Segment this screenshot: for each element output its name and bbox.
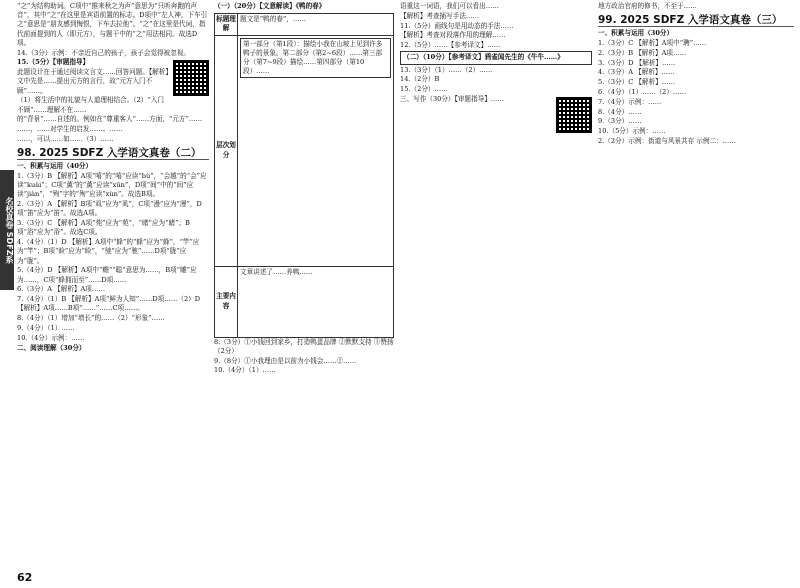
answer-item: 3.（3分）D 【解析】…… (598, 58, 676, 67)
table-row (215, 14, 393, 34)
table-value: 题文是“鸭的春”，…… (240, 15, 307, 24)
section-heading: 一、积累与运用（30分） (598, 29, 674, 38)
answer-item: 1.（3分）C 【解析】A项中“聘”…… (598, 39, 707, 47)
exam-title: 98. 2025 SDFZ 入学语文真卷（二） (17, 147, 209, 160)
answer-item: 11.（5分）画线句是用动态的手法…… (400, 21, 514, 30)
answer-item: 2.（3分）A 【解析】B项“虱”应为“虱”，C项“漫”应为“漫”，D项“笛”应为“笛”。故选A项。 (17, 200, 202, 218)
table-key: 标题理解 (215, 14, 238, 34)
column-1 (17, 2, 209, 562)
text-line: “之”为结构助词。C项中“推来秋之为声”意思为“只听奔跑的声音”，其中“之”在这里是宾语前置的标志。D项中“左人神，下车引之”意思是“朋友感到悔恨，下车去拉他”。“之”在这里是代词，指代前面提到的人（即元方），与题干中的“之”用法相同。故选D项。 (17, 2, 208, 47)
answer-item: 10.（5分）示例：…… (598, 127, 666, 136)
text-line: ……，可以……如……（3）…… (17, 135, 114, 143)
qr-code-icon (556, 97, 592, 133)
table-value: 文章讲述了……养鸭…… (240, 267, 313, 276)
answer-item: 2.（2分）示例：街道与风景共存 示例二：…… (598, 136, 736, 145)
answer-item: 【解析】考查对段落作用的理解…… (400, 31, 506, 40)
answer-item: 6.（3分）A 【解析】A项…… (17, 285, 106, 294)
column-3 (400, 2, 592, 578)
answer-item: 10.（4分）示例：…… (17, 333, 85, 342)
table-key: 层次划分 (215, 36, 238, 266)
answer-item: 8.（4分）（1）增加“增长”的……（2）“形象”…… (17, 314, 165, 323)
section-heading: 二、阅读理解（30分） (17, 343, 86, 352)
text-line: 15.（5分）【审题指导】 (17, 58, 90, 67)
exam-title: 99. 2025 SDFZ 入学语文真卷（三） (598, 14, 794, 27)
analysis-table (214, 13, 394, 337)
column-2 (214, 2, 394, 472)
answer-item: 7.（4分）（1）B 【解析】A项“鲜为人知”……D项……（2）D【解析】A项……B项“……”……C项……。 (17, 295, 201, 313)
answer-item: 8.（3分）①小钱回到家乡，打造鸭蛋品牌 ②默默支持 ③赞扬（2分） (214, 337, 394, 355)
outline-box: 第一部分（第1段）：描绘小我在山坡上见到许多鸭子的景象。第二部分（第2~6段）……第三部分（第7~9段）描绘……第四部分（第10段）…… (240, 38, 391, 79)
answer-item: 14.（2分）B (400, 75, 440, 84)
answer-item: 5.（3分）C 【解析】…… (598, 78, 675, 87)
answer-item: 6.（4分）（1）……（2）…… (598, 87, 687, 96)
answer-item: 4.（4分）（1）D 【解析】A项中“蜂”的“蜂”应为“蜂”，“竿”应为“竿”；B项“睑”应为“睑”，“驰”应为“驰”……D项“胧”应为“胧”。 (17, 238, 200, 265)
side-tab: 名校真卷 SDFZ系 (0, 170, 14, 290)
page-number: 62 (17, 571, 33, 584)
text-line: 的“背景”……自述的。例如在“尊重客人”……方面，“元方”…… (17, 115, 203, 124)
answer-item: 15.（2分）…… (400, 85, 448, 94)
section-heading: 一、积累与运用（40分） (17, 162, 93, 171)
answer-item: 7.（4分）示例：…… (598, 97, 662, 106)
text-line: （1）将生活中的礼貌与人道理相结合。（2）“入门不顾”……理解不在…… (17, 96, 164, 114)
table-value (238, 36, 393, 266)
answer-item: 2.（3分）B 【解析】A项…… (598, 48, 687, 57)
answer-item: 3.（3分）C 【解析】A项“苑”应为“苑”，“睹”应为“睹”；B项“浴”应为“浴”。故选C项。 (17, 219, 190, 237)
qr-code-icon (173, 60, 209, 96)
answer-item: 9.（3分）…… (598, 117, 642, 126)
table-row (215, 266, 393, 337)
translation-box: （二）（10分）【参考译文】鸦雀闻先生的《牛牛……》 (400, 51, 592, 64)
answer-item: 8.（4分）…… (598, 107, 642, 116)
answer-item: 4.（3分）A 【解析】…… (598, 68, 675, 77)
table-key: 主要内容 (215, 267, 238, 337)
answer-item: 13.（3分）（1）……（2）…… (400, 65, 493, 74)
answer-item: 9.（4分）（1）…… (17, 324, 75, 332)
table-row (215, 35, 393, 266)
answer-item: 12.（5分）……【参考译文】…… (400, 41, 501, 50)
answer-item: 【解析】考查插写手法…… (400, 11, 480, 20)
column-4 (598, 2, 794, 578)
passage-heading: （一）（20分）【文意解读】《鸭的春》 (214, 2, 326, 10)
answer-item: 三、写作（30分）【审题指导】…… (400, 94, 504, 103)
answer-item: 10.（4分）（1）…… (214, 366, 276, 375)
answer-item: 语重这一词语，我们可以看出…… (400, 2, 499, 10)
text-line: ……，……对学生的启发……。…… (17, 125, 123, 134)
text-line: 14.（3分）示例：不亲近自己的孩子，孩子会觉得被忽视。 (17, 48, 190, 57)
text-line: 此题设计在于通过阅读文言文……回答问题。【解析】文中先是……提出元方的言行，故“元方入门不顾”……。 (17, 68, 169, 95)
text-line: 地方政治官府的修书，不至于…… (598, 2, 697, 10)
answer-item: 1.（3分）B 【解析】A项“嘻”的“嘻”应读“bù”，“会越”的“会”应读“kuài”；C项“薰”的“薰”应读“xūn”，D项“间”中的“间”应读“jiàn”，“殉”字的“殉”应读“xùn”。故选B项。 (17, 172, 207, 199)
answer-item: 9.（8分）①小我理由是以前为小钱会……②…… (214, 356, 357, 365)
answer-item: 5.（4分）D 【解析】A项中“赡”“聪”意思为……，B项“雕”应为……，C项“蜂拥而至”……D项…… (17, 266, 197, 284)
